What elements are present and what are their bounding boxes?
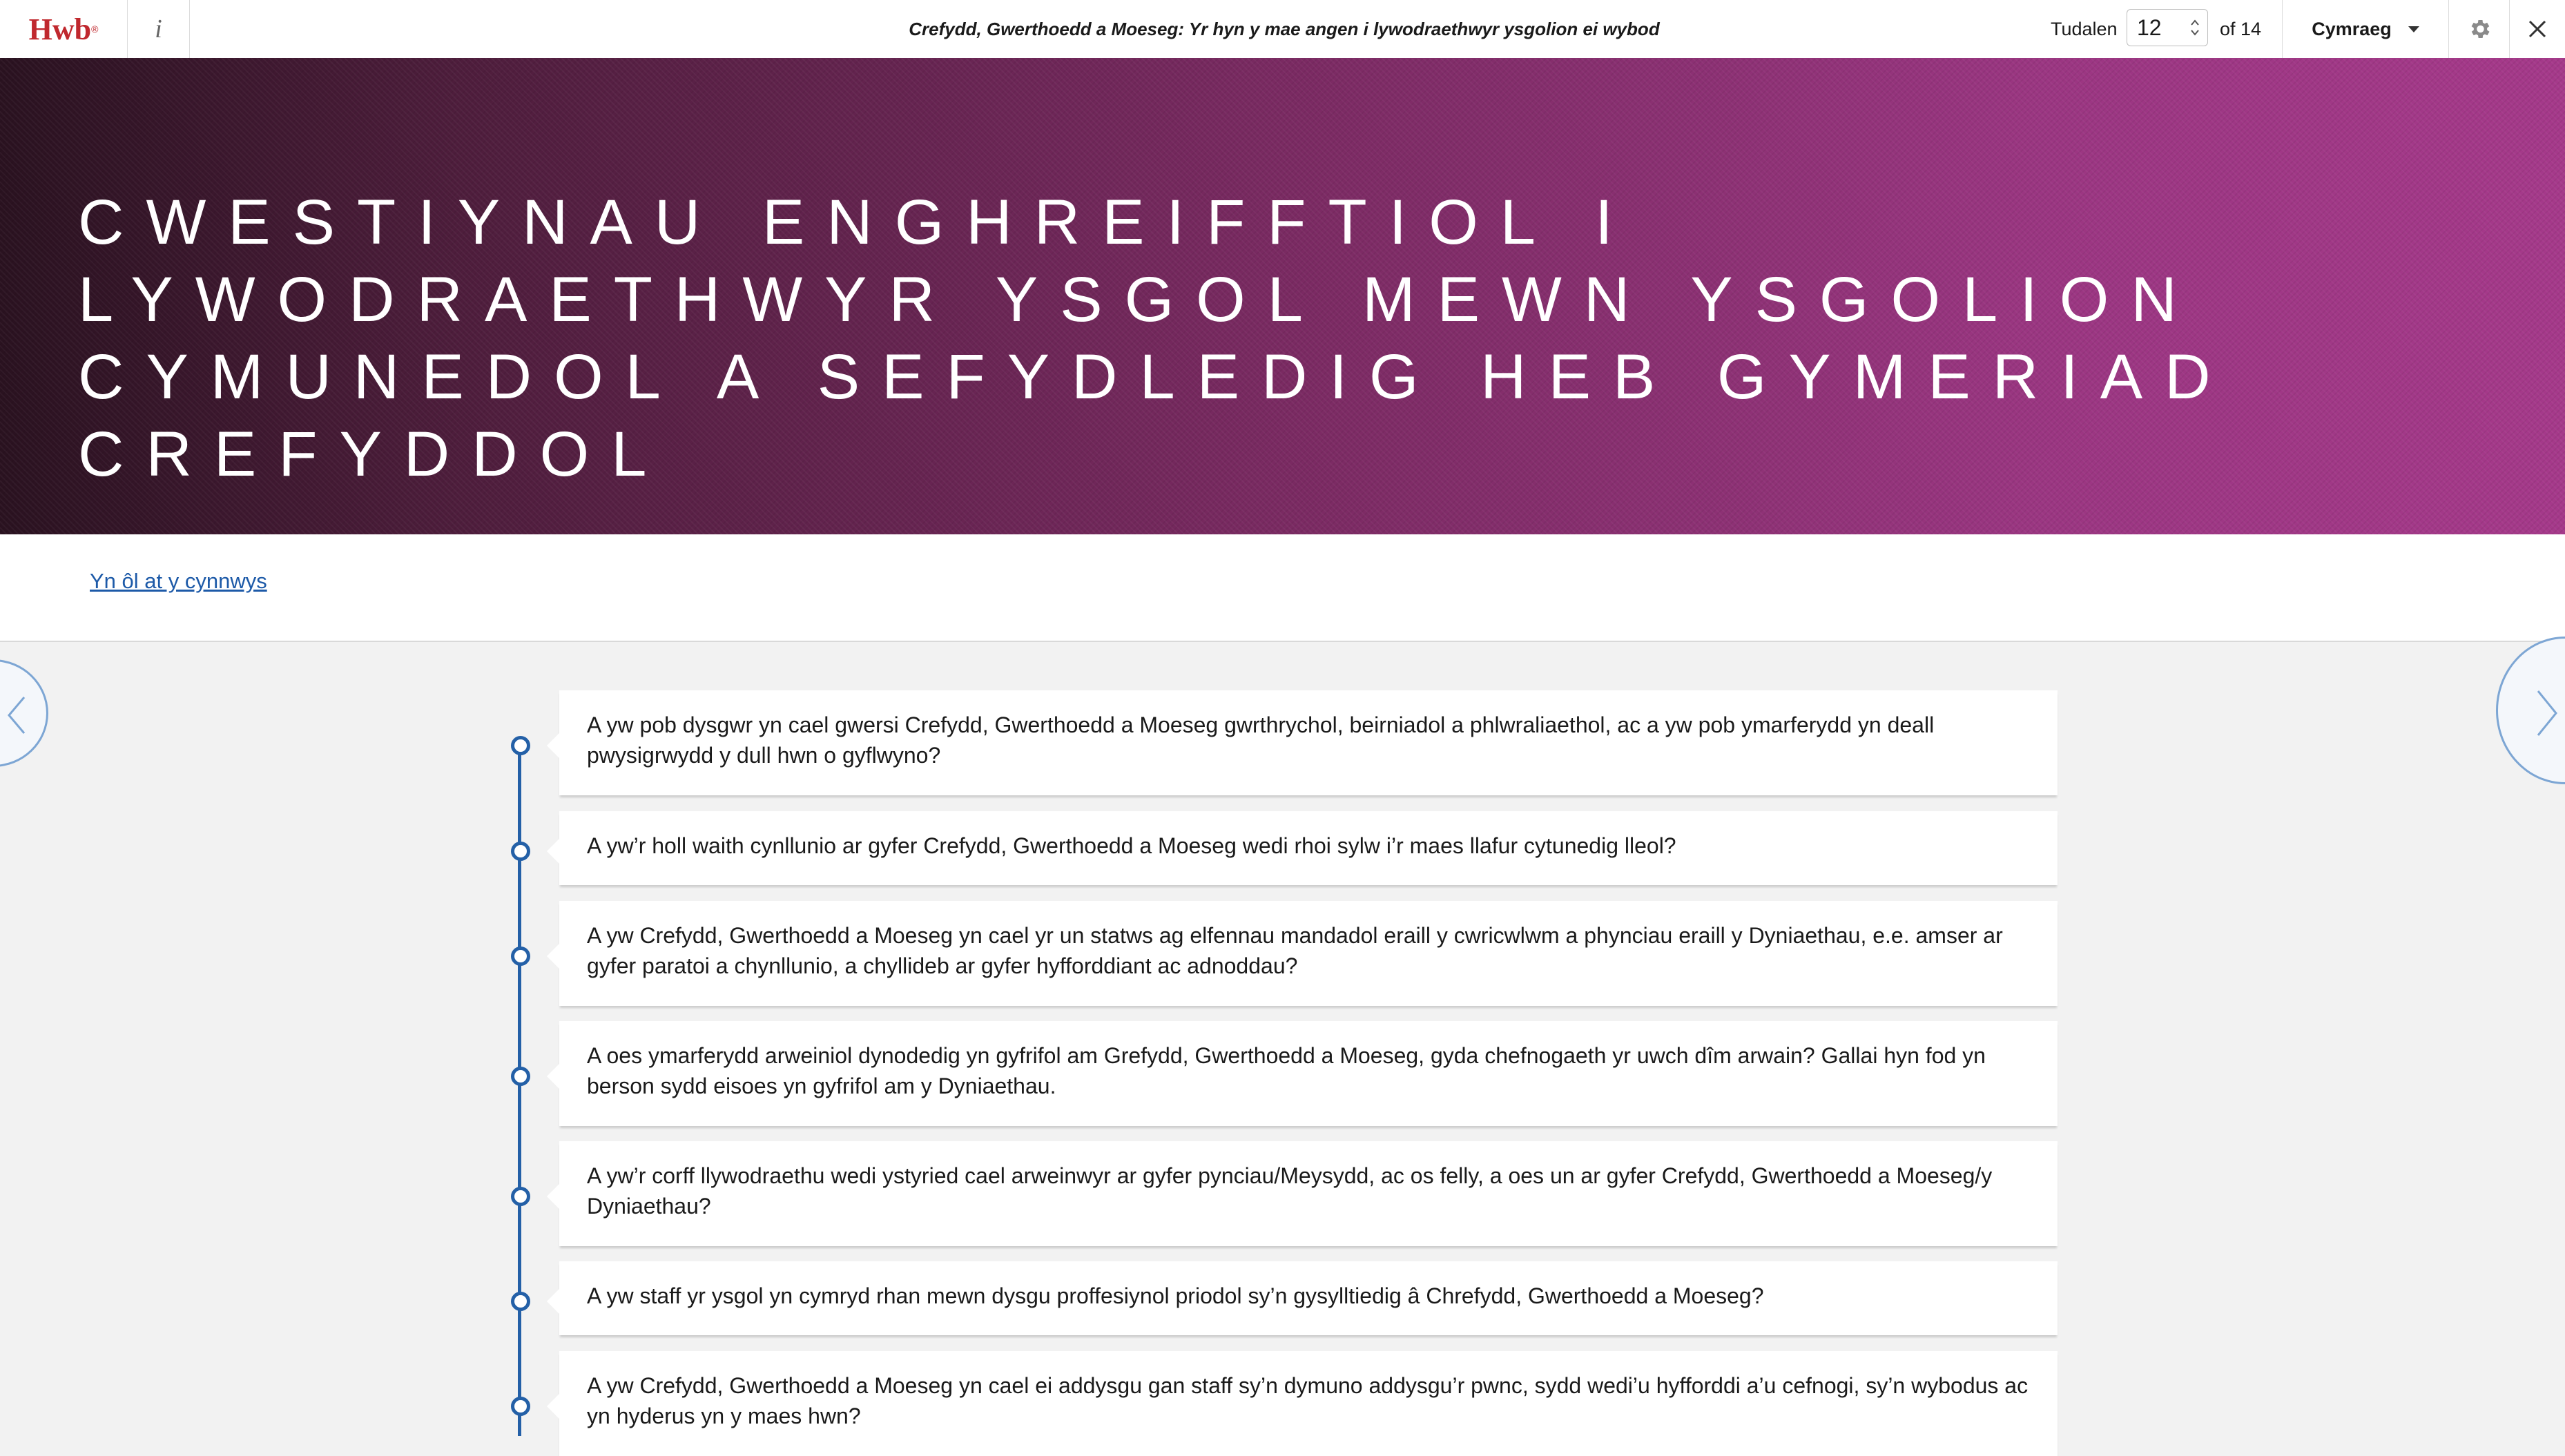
close-icon [2527, 19, 2548, 39]
question-card [559, 1261, 2058, 1335]
timeline-node [511, 842, 530, 861]
back-link-bar [0, 534, 2565, 642]
question-card [559, 1021, 2058, 1126]
info-button[interactable] [128, 0, 190, 58]
timeline-node [511, 736, 530, 755]
logo-text: Hwb [28, 12, 92, 46]
page-label: Tudalen [2051, 18, 2118, 39]
previous-page-button[interactable] [0, 659, 48, 767]
chevron-left-icon [6, 695, 27, 736]
question-text: A yw’r holl waith cynllunio ar gyfer Crefydd, Gwerthoedd a Moeseg wedi rhoi sylw i’r maes llafur cytunedig lleol? [587, 833, 1676, 858]
next-page-button[interactable] [2496, 637, 2565, 784]
language-selected: Cymraeg [2312, 18, 2392, 39]
question-card [559, 1351, 2058, 1456]
hwb-logo[interactable] [0, 0, 128, 58]
chevron-right-icon [2535, 688, 2559, 738]
logo-registered-mark: ® [91, 23, 99, 35]
question-text: A yw pob dysgwr yn cael gwersi Crefydd, Gwerthoedd a Moeseg gwrthrychol, beirniadol a phlwraliaethol, ac a yw pob ymarferydd yn deall pwysigrwydd y dull hwn o gyflwyno? [587, 712, 1935, 768]
question-card [559, 1141, 2058, 1246]
question-text: A yw staff yr ysgol yn cymryd rhan mewn dysgu proffesiynol priodol sy’n gysylltiedig â Chrefydd, Gwerthoedd a Moeseg? [587, 1283, 1764, 1308]
page-title: CWESTIYNAU ENGHREIFFTIOL I LYWODRAETHWYR YSGOL MEWN YSGOLION CYMUNEDOL A SEFYDLEDIG HEB GYMERIAD CREFYDDOL [78, 186, 2233, 489]
language-dropdown[interactable] [2282, 0, 2449, 58]
page-number-value: 12 [2137, 15, 2162, 40]
timeline-node [511, 1292, 530, 1311]
top-toolbar [0, 0, 2565, 59]
question-text: A yw Crefydd, Gwerthoedd a Moeseg yn cael ei addysgu gan staff sy’n dymuno addysgu’r pwnc, sydd wedi’u hyfforddi a’u cefnogi, sy’n wybodus ac yn hyderus yn y maes hwn? [587, 1373, 2029, 1428]
page-total: of 14 [2220, 18, 2262, 39]
document-title: Crefydd, Gwerthoedd a Moeseg: Yr hyn y mae angen i lywodraethwyr ysgolion ei wybod [909, 18, 1660, 39]
question-text: A yw Crefydd, Gwerthoedd a Moeseg yn cael yr un statws ag elfennau mandadol eraill y cwricwlwm a phynciau eraill y Dyniaethau, e.e. amser ar gyfer paratoi a chynllunio, a chyllideb ar gyfer hyfforddiant ac adnoddau? [587, 923, 2003, 978]
stepper-icon[interactable] [2189, 17, 2200, 39]
page-number-input[interactable] [2127, 9, 2208, 46]
timeline-node [511, 1067, 530, 1086]
back-to-contents-link[interactable]: Yn ôl at y cynnwys [90, 569, 267, 593]
question-text: A yw’r corff llywodraethu wedi ystyried cael arweinwyr ar gyfer pynciau/Meysydd, ac os felly, a oes un ar gyfer Crefydd, Gwerthoedd a Moeseg/y Dyniaethau? [587, 1163, 1993, 1219]
question-card [559, 690, 2058, 795]
close-button[interactable] [2510, 0, 2565, 58]
question-card [559, 811, 2058, 885]
settings-button[interactable] [2449, 0, 2510, 58]
question-text: A oes ymarferydd arweiniol dynodedig yn gyfrifol am Grefydd, Gwerthoedd a Moeseg, gyda chefnogaeth yr uwch dîm arwain? Gallai hyn fod yn berson sydd eisoes yn gyfrifol am y Dyniaethau. [587, 1043, 1986, 1098]
gear-icon [2467, 17, 2492, 41]
chevron-down-icon [2408, 26, 2419, 32]
hero-banner [0, 58, 2565, 534]
info-icon: i [155, 14, 162, 43]
timeline-node [511, 947, 530, 966]
timeline-node [511, 1187, 530, 1206]
timeline-node [511, 1397, 530, 1416]
question-card [559, 901, 2058, 1006]
